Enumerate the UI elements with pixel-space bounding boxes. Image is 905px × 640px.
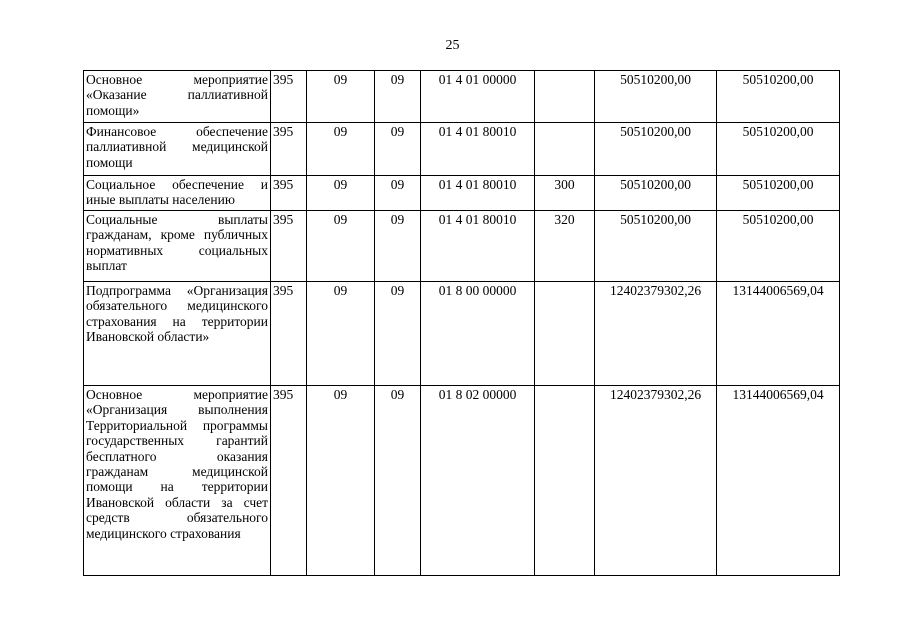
amount-year1-cell: 50510200,00 <box>595 71 717 123</box>
target-article-cell: 01 4 01 80010 <box>421 123 535 176</box>
grbs-code-cell: 395 <box>271 386 307 576</box>
table-row <box>84 211 840 282</box>
amount-year1-cell: 50510200,00 <box>595 123 717 176</box>
amount-year2-cell: 13144006569,04 <box>717 282 840 386</box>
amount-year2-cell: 50510200,00 <box>717 123 840 176</box>
table-row <box>84 123 840 176</box>
section-code-cell: 09 <box>307 123 375 176</box>
grbs-code-cell: 395 <box>271 123 307 176</box>
row-name-cell: Финансовое обеспечение паллиативной медицинской помощи <box>84 123 271 176</box>
table-row <box>84 176 840 211</box>
table-row <box>84 282 840 386</box>
budget-table <box>83 70 840 576</box>
section-code-cell: 09 <box>307 176 375 211</box>
table-row <box>84 71 840 123</box>
grbs-code-cell: 395 <box>271 176 307 211</box>
section-code-cell: 09 <box>307 282 375 386</box>
amount-year1-cell: 50510200,00 <box>595 211 717 282</box>
row-name-cell: Социальное обеспечение и иные выплаты населению <box>84 176 271 211</box>
grbs-code-cell: 395 <box>271 282 307 386</box>
table-row <box>84 386 840 576</box>
row-name-cell: Основное мероприятие «Оказание паллиативной помощи» <box>84 71 271 123</box>
row-name-cell: Социальные выплаты гражданам, кроме публичных нормативных социальных выплат <box>84 211 271 282</box>
target-article-cell: 01 4 01 80010 <box>421 176 535 211</box>
expense-type-cell: 300 <box>535 176 595 211</box>
expense-type-cell <box>535 123 595 176</box>
subsection-code-cell: 09 <box>375 386 421 576</box>
amount-year1-cell: 50510200,00 <box>595 176 717 211</box>
section-code-cell: 09 <box>307 71 375 123</box>
row-name-cell: Основное мероприятие «Организация выполнения Территориальной программы государственных гарантий бесплатного оказания гражданам медицинской помощи на территории Ивановской области за счет средств обязательного медицинского страхования <box>84 386 271 576</box>
subsection-code-cell: 09 <box>375 123 421 176</box>
row-name-cell: Подпрограмма «Организация обязательного медицинского страхования на территории Ивановской области» <box>84 282 271 386</box>
amount-year2-cell: 50510200,00 <box>717 211 840 282</box>
target-article-cell: 01 8 00 00000 <box>421 282 535 386</box>
page-number: 25 <box>445 38 460 53</box>
subsection-code-cell: 09 <box>375 211 421 282</box>
grbs-code-cell: 395 <box>271 71 307 123</box>
amount-year2-cell: 50510200,00 <box>717 71 840 123</box>
target-article-cell: 01 4 01 80010 <box>421 211 535 282</box>
subsection-code-cell: 09 <box>375 282 421 386</box>
section-code-cell: 09 <box>307 386 375 576</box>
section-code-cell: 09 <box>307 211 375 282</box>
grbs-code-cell: 395 <box>271 211 307 282</box>
expense-type-cell <box>535 282 595 386</box>
amount-year2-cell: 13144006569,04 <box>717 386 840 576</box>
amount-year2-cell: 50510200,00 <box>717 176 840 211</box>
amount-year1-cell: 12402379302,26 <box>595 386 717 576</box>
target-article-cell: 01 8 02 00000 <box>421 386 535 576</box>
expense-type-cell: 320 <box>535 211 595 282</box>
subsection-code-cell: 09 <box>375 71 421 123</box>
target-article-cell: 01 4 01 00000 <box>421 71 535 123</box>
amount-year1-cell: 12402379302,26 <box>595 282 717 386</box>
subsection-code-cell: 09 <box>375 176 421 211</box>
expense-type-cell <box>535 71 595 123</box>
expense-type-cell <box>535 386 595 576</box>
